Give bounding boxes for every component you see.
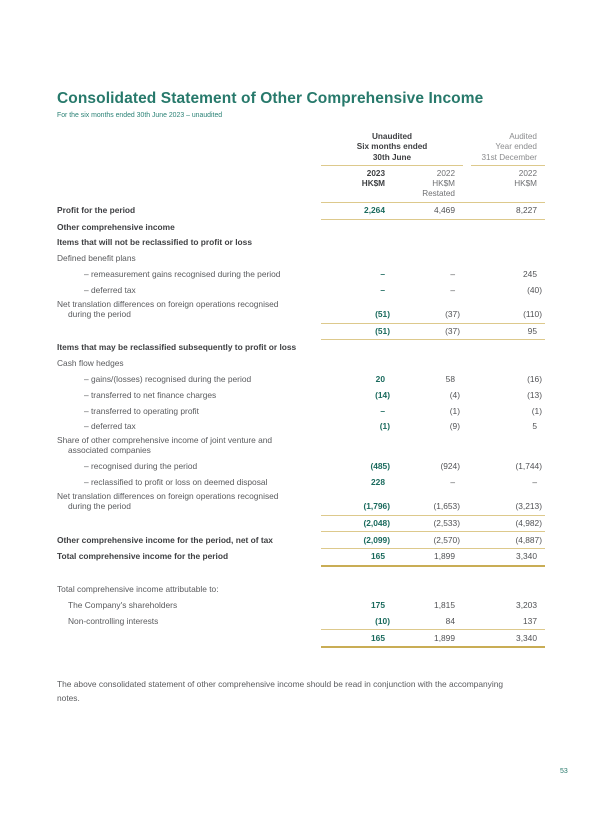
- table-row: [57, 235, 545, 251]
- value-2022-audited: 137: [523, 615, 537, 626]
- value-2022-audited: 3,340: [516, 551, 537, 562]
- value-2022-restated: (9): [449, 421, 460, 432]
- value-2022-audited: 3,340: [516, 632, 537, 643]
- row-label: – transferred to net finance charges: [84, 389, 217, 400]
- value-2022-audited: (3,213): [515, 501, 542, 511]
- table-row: [57, 299, 545, 323]
- table-row: [57, 356, 545, 372]
- column-group-audited: [463, 132, 545, 163]
- row-label: The Company's shareholders: [68, 599, 178, 610]
- value-2022-audited: 5: [532, 421, 537, 432]
- table-body: [57, 203, 545, 648]
- table-row: [57, 598, 545, 614]
- value-2023: (51): [375, 325, 390, 336]
- row-label: Items that will not be reclassified to profit or loss: [57, 237, 252, 248]
- value-2023: 165: [371, 632, 385, 643]
- value-2023: (2,048): [363, 517, 390, 528]
- value-2023: (51): [375, 308, 390, 319]
- table-row: [57, 203, 545, 219]
- value-2022-restated: (4): [449, 389, 460, 400]
- group-line: 30th June: [372, 152, 412, 162]
- page-number: 53: [560, 768, 568, 775]
- value-2022-restated: 1,899: [434, 632, 455, 643]
- value-2022-audited: (110): [523, 308, 542, 319]
- column-header-2022-restated: 2022 HK$M Restated: [422, 168, 455, 199]
- value-2022-audited: 95: [527, 325, 537, 336]
- value-2023: (1,796): [363, 501, 390, 511]
- value-2022-restated: –: [450, 284, 455, 295]
- row-label: Net translation differences on foreign operations recognised during the period: [57, 298, 279, 319]
- value-2022-audited: (1): [531, 405, 542, 416]
- value-2023: 2,264: [364, 204, 385, 215]
- page-subtitle: For the six months ended 30th June 2023 – unaudited: [57, 112, 223, 119]
- value-2022-restated: 84: [445, 615, 455, 626]
- row-label: Other comprehensive income for the period, net of tax: [57, 534, 273, 545]
- table-row: [57, 630, 545, 646]
- row-label: Total comprehensive income for the period: [57, 551, 229, 562]
- row-label: Cash flow hedges: [57, 358, 124, 369]
- table-row: [57, 324, 545, 340]
- value-2023: 175: [371, 599, 385, 610]
- row-spacer: [57, 567, 545, 582]
- value-2023: (14): [375, 389, 390, 400]
- table-row: [57, 388, 545, 404]
- value-2022-audited: (40): [527, 284, 542, 295]
- value-2023: (2,099): [363, 534, 390, 545]
- row-label: – deferred tax: [84, 421, 136, 432]
- value-2023: –: [380, 269, 385, 280]
- group-line: Year ended: [495, 142, 537, 152]
- group-line: Audited: [509, 132, 537, 141]
- footnote: The above consolidated statement of other comprehensive income should be read in conjunction with the accompanying notes.: [57, 679, 504, 704]
- table-row: [57, 435, 545, 459]
- value-2022-restated: 58: [445, 374, 455, 385]
- total-rule: [321, 646, 545, 648]
- column-header-2022-audited: 2022 HK$M: [514, 168, 537, 189]
- group-underline: [471, 165, 545, 166]
- value-2022-restated: (2,570): [433, 534, 460, 545]
- value-2022-restated: (37): [445, 308, 460, 319]
- table-row: [57, 459, 545, 475]
- table-row: [57, 404, 545, 420]
- table-row: [57, 491, 545, 515]
- group-line: Six months ended: [356, 142, 428, 152]
- value-2023: –: [380, 284, 385, 295]
- value-2022-restated: (1,653): [433, 501, 460, 511]
- value-2023: (485): [370, 461, 390, 472]
- value-2022-restated: 4,469: [434, 204, 455, 215]
- value-2022-restated: (2,533): [433, 517, 460, 528]
- value-2023: (10): [375, 615, 390, 626]
- value-2022-restated: (37): [445, 325, 460, 336]
- value-2022-audited: 8,227: [516, 204, 537, 215]
- row-label: Profit for the period: [57, 204, 136, 215]
- row-label: – deferred tax: [84, 284, 136, 295]
- row-label: Non-controlling interests: [68, 615, 159, 626]
- column-header-2023: 2023 HK$M: [361, 168, 385, 189]
- row-label: Net translation differences on foreign operations recognised during the period: [57, 490, 279, 511]
- table-row: [57, 532, 545, 548]
- row-label: Total comprehensive income attributable to:: [57, 584, 219, 595]
- row-label: Defined benefit plans: [57, 253, 136, 264]
- row-label: Items that may be reclassified subsequently to profit or loss: [57, 342, 297, 353]
- value-2022-audited: 245: [523, 269, 537, 280]
- table-row: [57, 340, 545, 356]
- value-2022-restated: (1): [449, 405, 460, 416]
- table-row: [57, 582, 545, 598]
- value-2023: 20: [375, 374, 385, 385]
- value-2022-audited: (4,887): [515, 534, 542, 545]
- label-column-spacer: [57, 165, 321, 166]
- value-2022-restated: 1,899: [434, 551, 455, 562]
- table-row: [57, 267, 545, 283]
- table-row: [57, 614, 545, 630]
- value-2023: (1): [379, 421, 390, 432]
- value-2023: 228: [371, 477, 385, 488]
- row-label: – reclassified to profit or loss on deemed disposal: [84, 477, 268, 488]
- table-row: [57, 419, 545, 435]
- label-column-spacer: [57, 132, 321, 163]
- value-2022-audited: (1,744): [515, 461, 542, 472]
- statement-page: [57, 90, 545, 706]
- group-line: 31st December: [481, 152, 537, 162]
- group-underline: [321, 165, 463, 166]
- value-2022-audited: (4,982): [515, 517, 542, 528]
- value-2022-restated: –: [450, 269, 455, 280]
- table-row: [57, 372, 545, 388]
- value-2023: –: [380, 405, 385, 416]
- table-row: [57, 220, 545, 236]
- value-2022-audited: –: [532, 477, 537, 488]
- table-row: [57, 475, 545, 491]
- row-label: – transferred to operating profit: [84, 405, 199, 416]
- table-header: [57, 132, 545, 203]
- table-row: [57, 516, 545, 532]
- row-label: Other comprehensive income: [57, 221, 175, 232]
- row-label: – gains/(losses) recognised during the period: [84, 374, 252, 385]
- value-2023: 165: [371, 551, 385, 562]
- value-2022-restated: –: [450, 477, 455, 488]
- value-2022-restated: (924): [440, 461, 460, 472]
- row-label: Share of other comprehensive income of joint venture and associated companies: [57, 435, 273, 456]
- page-title: Consolidated Statement of Other Comprehensive Income: [57, 90, 484, 107]
- value-2022-restated: 1,815: [434, 599, 455, 610]
- column-group-unaudited: [321, 132, 463, 163]
- value-2022-audited: (13): [527, 389, 542, 400]
- row-label: – remeasurement gains recognised during the period: [84, 269, 281, 280]
- row-label: – recognised during the period: [84, 461, 198, 472]
- value-2022-audited: 3,203: [516, 599, 537, 610]
- table-row: [57, 549, 545, 565]
- table-row: [57, 251, 545, 267]
- group-line: Unaudited: [371, 132, 413, 141]
- value-2022-audited: (16): [527, 374, 542, 385]
- table-row: [57, 283, 545, 299]
